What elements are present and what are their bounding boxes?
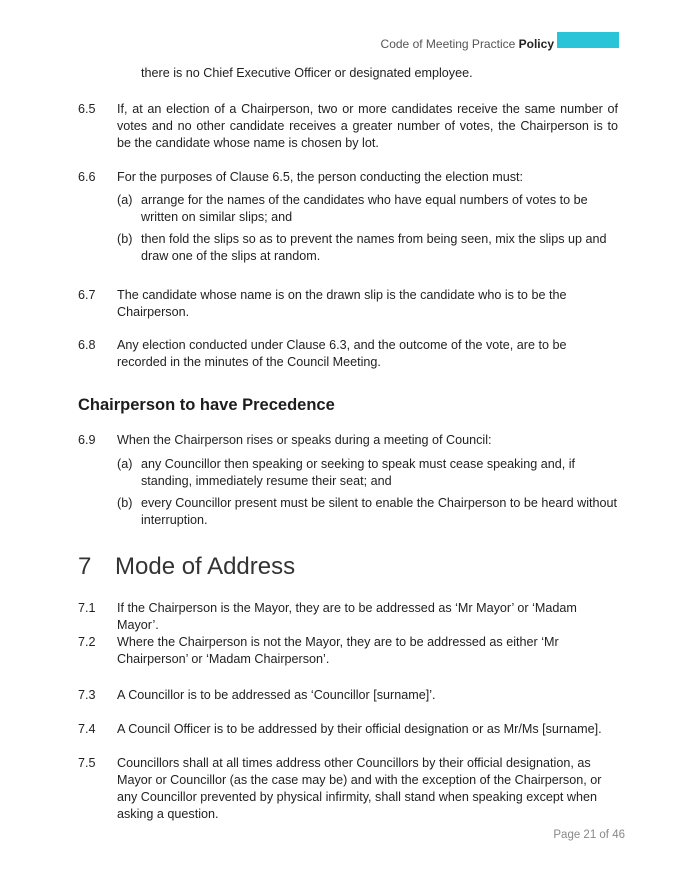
clause-text: Councillors shall at all times address other Councillors by their official designation, as Mayor or Councillor (as the case may be) and with the exception of the Chairperson, or any Councillor prevented by physical infirmity, shall stand when speaking except when asking a question. — [117, 756, 602, 821]
header-accent-bar — [557, 32, 619, 48]
subclause-text: any Councillor then speaking or seeking to speak must cease speaking and, if standing, immediately resume their seat; and — [141, 457, 576, 488]
subclause-label: (b) — [117, 232, 133, 246]
subclause-6-6-a — [117, 192, 622, 226]
clause-6-5 — [78, 101, 618, 152]
subclause-text: every Councillor present must be silent to enable the Chairperson to be heard without interruption. — [141, 496, 618, 527]
page-header — [381, 32, 619, 51]
clause-number: 6.5 — [78, 102, 96, 116]
subclause-text: arrange for the names of the candidates who have equal numbers of votes to be written on similar slips; and — [141, 193, 588, 224]
continuation-text: there is no Chief Executive Officer or designated employee. — [141, 66, 473, 80]
clause-6-8 — [78, 337, 618, 371]
clause-7-4 — [78, 721, 618, 738]
clause-text: Any election conducted under Clause 6.3, and the outcome of the vote, are to be recorded in the minutes of the Council Meeting. — [117, 338, 567, 369]
clause-text: For the purposes of Clause 6.5, the person conducting the election must: — [117, 170, 524, 184]
document-title: Code of Meeting Practice Policy — [380, 37, 554, 51]
clause-text: A Councillor is to be addressed as ‘Councillor [surname]’. — [117, 688, 436, 702]
subclause-label: (a) — [117, 457, 133, 471]
clause-text: When the Chairperson rises or speaks during a meeting of Council: — [117, 433, 492, 447]
clause-number: 7.3 — [78, 688, 96, 702]
clause-text: A Council Officer is to be addressed by their official designation or as Mr/Ms [surname]. — [117, 722, 602, 736]
section-heading — [78, 553, 295, 581]
subheading: Chairperson to have Precedence — [78, 396, 335, 414]
page-number: Page 21 of 46 — [553, 829, 625, 841]
clause-number: 6.7 — [78, 288, 96, 302]
clause-number: 7.2 — [78, 635, 96, 649]
subclause-6-6-b — [117, 231, 622, 265]
section-number: 7 — [78, 553, 92, 580]
clause-7-5 — [78, 755, 618, 823]
subclause-label: (a) — [117, 193, 133, 207]
clause-number: 6.9 — [78, 433, 96, 447]
clause-6-9 — [78, 432, 618, 449]
clause-text: If, at an election of a Chairperson, two or more candidates receive the same number of votes and no other candidate receives a greater number of votes, the Chairperson is to be the candidate whose name is chosen by lot. — [117, 102, 618, 150]
section-title: Mode of Address — [115, 553, 296, 580]
clause-7-2 — [78, 634, 618, 668]
clause-7-3 — [78, 687, 618, 704]
clause-number: 7.1 — [78, 601, 96, 615]
subclause-6-9-a — [117, 456, 622, 490]
clause-6-6 — [78, 169, 618, 186]
subclause-label: (b) — [117, 496, 133, 510]
clause-text: If the Chairperson is the Mayor, they are to be addressed as ‘Mr Mayor’ or ‘Madam Mayor’. — [117, 601, 577, 632]
subclause-text: then fold the slips so as to prevent the names from being seen, mix the slips up and draw one of the slips at random. — [141, 232, 607, 263]
subclause-6-9-b — [117, 495, 622, 529]
clause-number: 7.4 — [78, 722, 96, 736]
clause-6-7 — [78, 287, 618, 321]
clause-number: 6.6 — [78, 170, 96, 184]
clause-number: 7.5 — [78, 756, 96, 770]
clause-text: The candidate whose name is on the drawn slip is the candidate who is to be the Chairperson. — [117, 288, 567, 319]
clause-number: 6.8 — [78, 338, 96, 352]
clause-7-1 — [78, 600, 618, 634]
clause-text: Where the Chairperson is not the Mayor, they are to be addressed as either ‘Mr Chairperson’ or ‘Madam Chairperson’. — [117, 635, 559, 666]
